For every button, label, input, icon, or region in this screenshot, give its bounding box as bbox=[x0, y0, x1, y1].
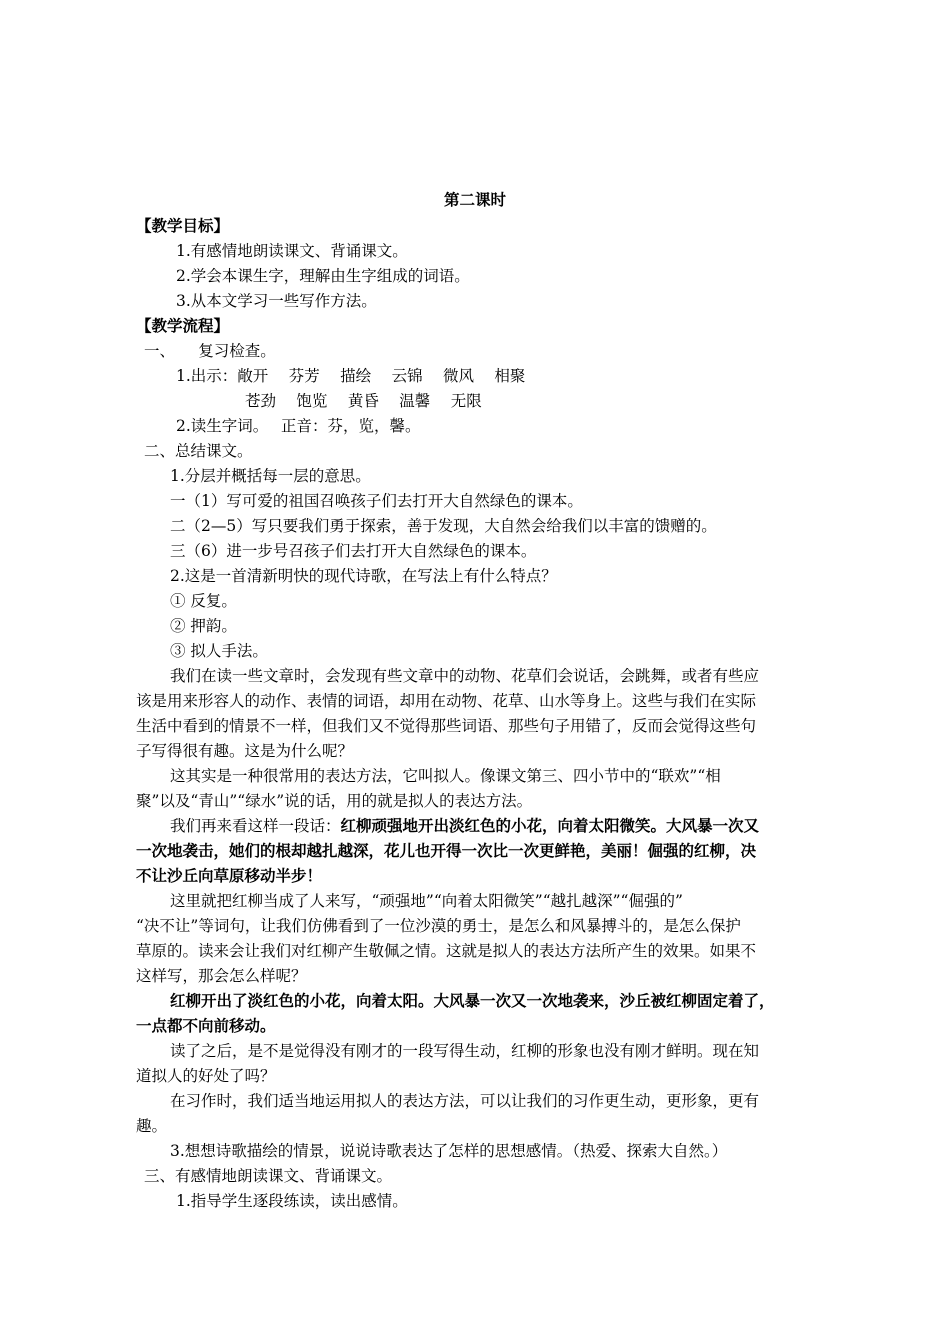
part2-item: 2.这是一首清新明快的现代诗歌，在写法上有什么特点？ bbox=[170, 567, 557, 585]
quoted-passage: 一次地袭击，她们的根却越扎越深，花儿也开得一次比一次更鲜艳，美丽！倔强的红柳，决 bbox=[136, 841, 757, 860]
part2-item: 二（2—5）写只要我们勇于探索，善于发现，大自然会给我们以丰富的馈赠的。 bbox=[170, 517, 717, 535]
part2-item: 3.想想诗歌描绘的情景，说说诗歌表达了怎样的思想感情。（热爱、探索大自然。） bbox=[170, 1142, 728, 1160]
quoted-passage: 红柳顽强地开出淡红色的小花，向着太阳微笑。大风暴一次又 bbox=[340, 816, 760, 835]
paragraph-line: 聚”以及“青山”“绿水”说的话，用的就是拟人的表达方法。 bbox=[136, 792, 533, 810]
goal-item: 2.学会本课生字，理解由生字组成的词语。 bbox=[176, 267, 470, 285]
paragraph-line: 这其实是一种很常用的表达方法，它叫拟人。像课文第三、四小节中的“联欢”“相 bbox=[170, 767, 721, 785]
page-title: 第二课时 bbox=[443, 190, 506, 209]
paragraph-line bbox=[170, 816, 759, 836]
paragraph-line: 草原的。读来会让我们对红柳产生敬佩之情。这就是拟人的表达方法所产生的效果。如果不 bbox=[136, 942, 757, 960]
part3-item: 1.指导学生逐段练读，读出感情。 bbox=[176, 1192, 408, 1210]
part2-item: 三（6）进一步号召孩子们去打开大自然绿色的课本。 bbox=[170, 542, 537, 560]
quoted-passage: 不让沙丘向草原移动半步！ bbox=[136, 866, 323, 885]
paragraph-line: 生活中看到的情景不一样，但我们又不觉得那些词语、那些句子用错了，反而会觉得这些句 bbox=[136, 717, 757, 735]
part2-item: ① 反复。 bbox=[170, 592, 237, 610]
part3-heading: 三、有感情地朗读课文、背诵课文。 bbox=[144, 1167, 393, 1185]
flow-heading: 【教学流程】 bbox=[136, 316, 230, 335]
paragraph-line: 这里就把红柳当成了人来写，“顽强地”“向着太阳微笑”“越扎越深”“倔强的” bbox=[170, 892, 683, 910]
quoted-passage: 一点都不向前移动。 bbox=[136, 1016, 276, 1035]
paragraph-line: 读了之后，是不是觉得没有刚才的一段写得生动，红柳的形象也没有刚才鲜明。现在知 bbox=[170, 1042, 760, 1060]
part2-item: 1.分层并概括每一层的意思。 bbox=[170, 467, 371, 485]
part1-heading: 一、 复习检查。 bbox=[144, 342, 276, 360]
goals-heading: 【教学目标】 bbox=[136, 216, 230, 235]
paragraph-line: 道拟人的好处了吗？ bbox=[136, 1067, 276, 1085]
paragraph-line: 在习作时，我们适当地运用拟人的表达方法，可以让我们的习作更生动，更形象，更有 bbox=[170, 1092, 760, 1110]
paragraph-line: 趣。 bbox=[136, 1117, 168, 1135]
part1-words-row1: 1.出示：敞开 芬芳 描绘 云锦 微风 相聚 bbox=[176, 367, 526, 385]
paragraph-line: 子写得很有趣。这是为什么呢？ bbox=[136, 742, 354, 760]
paragraph-line: “决不让”等词句，让我们仿佛看到了一位沙漠的勇士，是怎么和风暴搏斗的，是怎么保护 bbox=[136, 917, 741, 935]
quoted-passage: 红柳开出了淡红色的小花，向着太阳。大风暴一次又一次地袭来，沙丘被红柳固定着了， bbox=[170, 991, 775, 1010]
paragraph-lead: 我们再来看这样一段话： bbox=[170, 817, 341, 835]
paragraph-line: 这样写，那会怎么样呢？ bbox=[136, 967, 307, 985]
part2-item: ② 押韵。 bbox=[170, 617, 237, 635]
part2-item: 一（1）写可爱的祖国召唤孩子们去打开大自然绿色的课本。 bbox=[170, 492, 583, 510]
paragraph-line: 该是用来形容人的动作、表情的词语，却用在动物、花草、山水等身上。这些与我们在实际 bbox=[136, 692, 757, 710]
part2-heading: 二、总结课文。 bbox=[144, 442, 253, 460]
part1-words-row2: 苍劲 饱览 黄昏 温馨 无限 bbox=[245, 392, 482, 410]
part1-read: 2.读生字词。 正音：芬，览，馨。 bbox=[176, 417, 421, 435]
paragraph-line: 我们在读一些文章时，会发现有些文章中的动物、花草们会说话，会跳舞，或者有些应 bbox=[170, 667, 760, 685]
goal-item: 3.从本文学习一些写作方法。 bbox=[176, 292, 377, 310]
part2-item: ③ 拟人手法。 bbox=[170, 642, 268, 660]
goal-item: 1.有感情地朗读课文、背诵课文。 bbox=[176, 242, 408, 260]
